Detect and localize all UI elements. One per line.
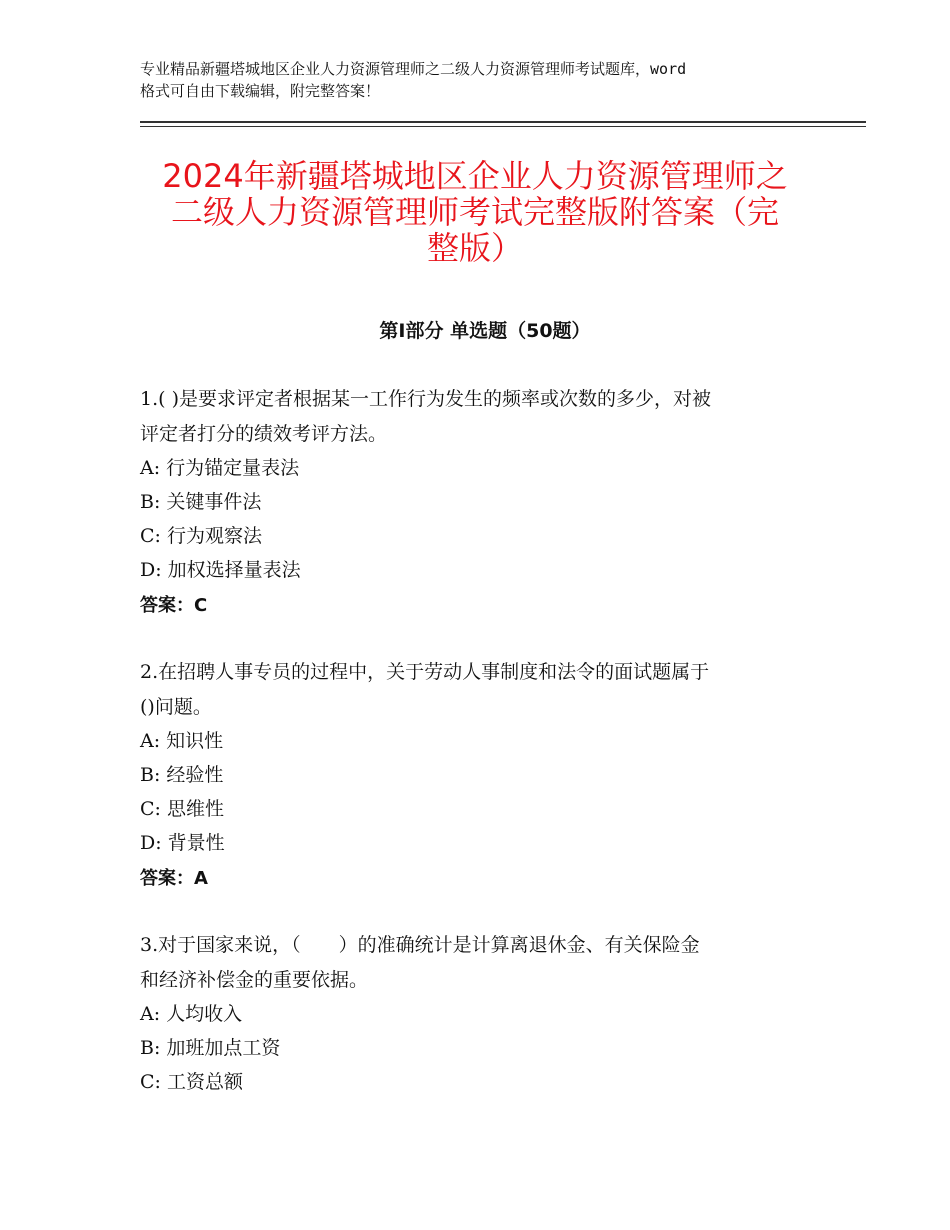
question-2-option-a: A: 知识性 — [140, 730, 224, 752]
question-1-stem: 评定者打分的绩效考评方法。 — [140, 423, 388, 445]
header-note-line: 专业精品新疆塔城地区企业人力资源管理师之二级人力资源管理师考试题库，word — [140, 60, 687, 78]
header-note-line: 格式可自由下载编辑，附完整答案！ — [140, 82, 381, 100]
section-heading: 第Ⅰ部分 单选题（50题） — [379, 320, 591, 342]
question-2-option-c: C: 思维性 — [140, 798, 224, 820]
question-1-option-c: C: 行为观察法 — [140, 525, 262, 547]
question-1-stem: 1.( )是要求评定者根据某一工作行为发生的频率或次数的多少，对被 — [140, 388, 711, 410]
question-1-answer: 答案：C — [140, 595, 208, 616]
question-2-stem: ()问题。 — [140, 696, 212, 718]
question-2-answer: 答案：A — [140, 868, 208, 889]
header-note — [140, 58, 830, 102]
title-line: 二级人力资源管理师考试完整版附答案（完 — [170, 193, 779, 231]
question-3-stem: 和经济补偿金的重要依据。 — [140, 969, 369, 991]
question-3-option-c: C: 工资总额 — [140, 1071, 243, 1093]
question-3-option-a: A: 人均收入 — [140, 1003, 243, 1025]
question-2-option-d: D: 背景性 — [140, 832, 225, 854]
question-1-option-b: B: 关键事件法 — [140, 491, 262, 513]
header-divider-thick — [140, 121, 866, 123]
question-3-option-b: B: 加班加点工资 — [140, 1037, 281, 1059]
header-divider-thin — [140, 126, 866, 127]
title-line: 整版） — [426, 229, 523, 267]
question-2-stem: 2.在招聘人事专员的过程中，关于劳动人事制度和法令的面试题属于 — [140, 661, 710, 683]
document-title — [130, 158, 820, 266]
question-3-stem: 3.对于国家来说，（ ）的准确统计是计算离退休金、有关保险金 — [140, 934, 700, 956]
question-1-option-a: A: 行为锚定量表法 — [140, 457, 300, 479]
question-2-option-b: B: 经验性 — [140, 764, 224, 786]
title-line: 2024年新疆塔城地区企业人力资源管理师之 — [162, 157, 788, 195]
question-1-option-d: D: 加权选择量表法 — [140, 559, 301, 581]
